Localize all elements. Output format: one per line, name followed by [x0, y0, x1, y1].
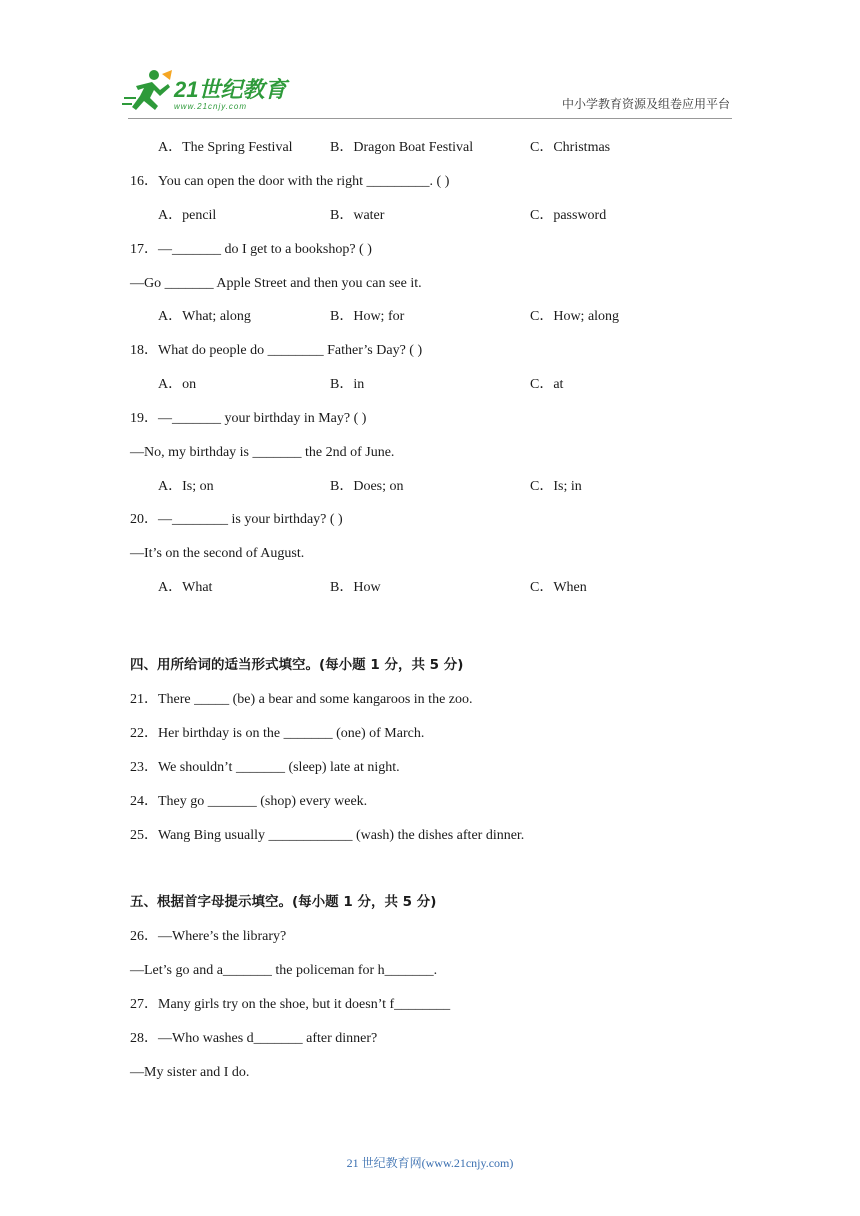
- q24: 24．They go _______ (shop) every week.: [130, 794, 368, 809]
- q19-option-a: A．Is; on: [158, 479, 214, 494]
- section-4-title: 四、用所给词的适当形式填空。(每小题 1 分，共 5 分): [130, 657, 464, 673]
- logo-wordmark: 21世纪教育: [174, 77, 287, 102]
- q17-stem: 17．—_______ do I get to a bookshop? ( ): [130, 242, 372, 257]
- logo-url: www.21cnjy.com: [174, 102, 247, 111]
- q16-option-c: C．password: [530, 208, 607, 223]
- q20-stem: 20．—________ is your birthday? ( ): [130, 512, 343, 527]
- runner-logo-icon: [122, 68, 174, 114]
- q19-line2: —No, my birthday is _______ the 2nd of June.: [130, 445, 395, 460]
- q16-stem: 16．You can open the door with the right _________. ( ): [130, 174, 450, 189]
- q15-option-b: B．Dragon Boat Festival: [330, 140, 474, 155]
- q20-option-c: C．When: [530, 580, 587, 595]
- q20-option-b: B．How: [330, 580, 381, 595]
- q20-line2: —It’s on the second of August.: [130, 546, 305, 561]
- q18-option-c: C．at: [530, 377, 564, 392]
- q28-line2: —My sister and I do.: [130, 1065, 250, 1080]
- q20-option-a: A．What: [158, 580, 213, 595]
- q16-option-b: B．water: [330, 208, 385, 223]
- header-divider: [128, 118, 732, 119]
- q26-line2: —Let’s go and a_______ the policeman for h_______.: [130, 963, 438, 978]
- q26-stem: 26．—Where’s the library?: [130, 929, 287, 944]
- q18-stem: 18．What do people do ________ Father’s Day? ( ): [130, 343, 423, 358]
- section-5-title: 五、根据首字母提示填空。(每小题 1 分，共 5 分): [130, 894, 437, 910]
- q16-option-a: A．pencil: [158, 208, 217, 223]
- q18-option-b: B．in: [330, 377, 365, 392]
- q15-option-c: C．Christmas: [530, 140, 611, 155]
- q27: 27．Many girls try on the shoe, but it doesn’t f________: [130, 997, 451, 1012]
- site-logo: [122, 68, 292, 114]
- q23: 23．We shouldn’t _______ (sleep) late at night.: [130, 760, 400, 775]
- q25: 25．Wang Bing usually ____________ (wash) the dishes after dinner.: [130, 828, 525, 843]
- q17-option-b: B．How; for: [330, 309, 405, 324]
- platform-name: 中小学教育资源及组卷应用平台: [561, 97, 730, 111]
- q19-stem: 19．—_______ your birthday in May? ( ): [130, 411, 367, 426]
- q15-option-a: A．The Spring Festival: [158, 140, 293, 155]
- q19-option-b: B．Does; on: [330, 479, 404, 494]
- q18-option-a: A．on: [158, 377, 197, 392]
- q28-stem: 28．—Who washes d_______ after dinner?: [130, 1031, 378, 1046]
- q19-option-c: C．Is; in: [530, 479, 582, 494]
- q17-option-a: A．What; along: [158, 309, 251, 324]
- q17-line2: —Go _______ Apple Street and then you can see it.: [130, 276, 422, 291]
- q21: 21．There _____ (be) a bear and some kangaroos in the zoo.: [130, 692, 473, 707]
- q22: 22．Her birthday is on the _______ (one) of March.: [130, 726, 425, 741]
- q17-option-c: C．How; along: [530, 309, 620, 324]
- page-footer: 21 世纪教育网(www.21cnjy.com): [346, 1156, 514, 1170]
